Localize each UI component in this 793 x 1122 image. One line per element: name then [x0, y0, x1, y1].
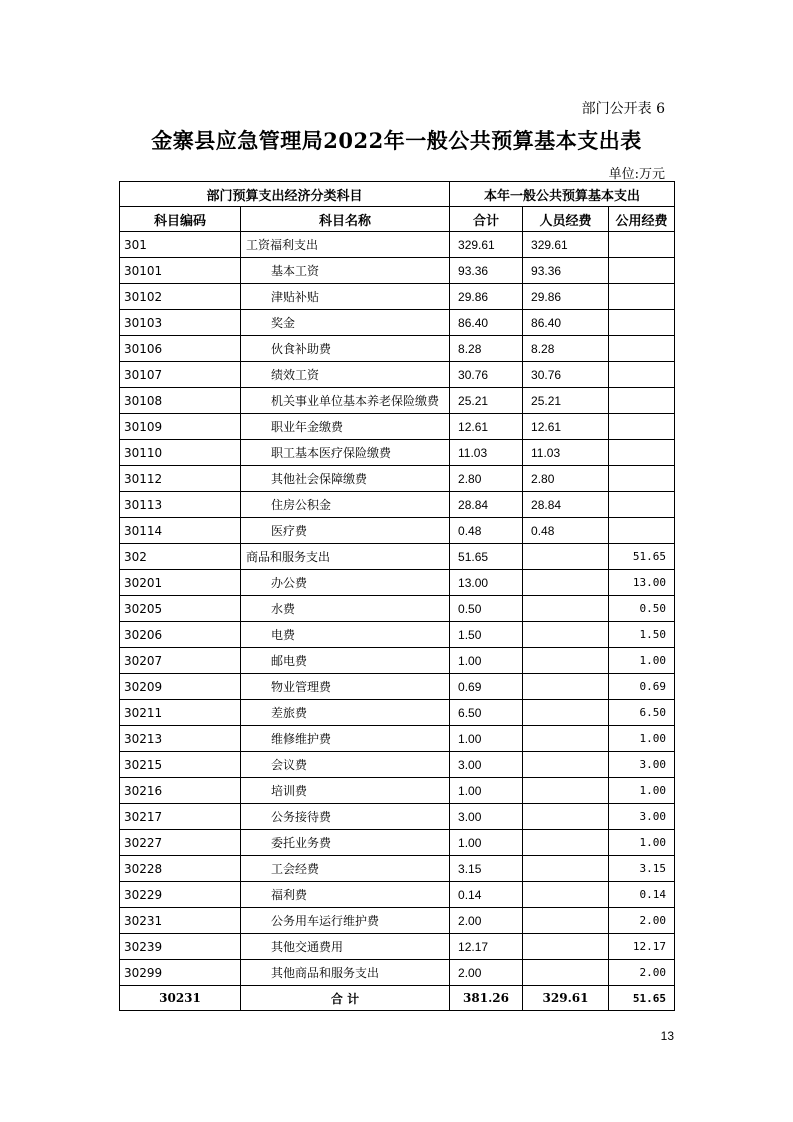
doc-label: 部门公开表 6: [581, 101, 665, 117]
row-public: 12.17: [609, 934, 675, 960]
row-personnel: 30.76: [523, 362, 609, 388]
row-code: 30108: [120, 388, 241, 414]
table-row: [120, 648, 675, 674]
row-total: 2.00: [450, 960, 523, 986]
header-personnel: 人员经费: [523, 207, 609, 232]
row-public: 1.50: [609, 622, 675, 648]
row-code: 30229: [120, 882, 241, 908]
row-name: 物业管理费: [241, 674, 450, 700]
row-personnel: 2.80: [523, 466, 609, 492]
row-name: 商品和服务支出: [241, 544, 450, 570]
row-name: 福利费: [241, 882, 450, 908]
row-total: 0.48: [450, 518, 523, 544]
unit-label: 单位:万元: [608, 167, 665, 182]
page-number: 13: [660, 1029, 674, 1043]
row-name: 办公费: [241, 570, 450, 596]
row-name: 差旅费: [241, 700, 450, 726]
row-code: 30101: [120, 258, 241, 284]
row-personnel: [523, 570, 609, 596]
row-total: 51.65: [450, 544, 523, 570]
row-name: 机关事业单位基本养老保险缴费: [241, 388, 450, 414]
total-public: 51.65: [609, 986, 675, 1011]
table-row: [120, 908, 675, 934]
row-code: 30227: [120, 830, 241, 856]
row-public: [609, 310, 675, 336]
row-total: 0.14: [450, 882, 523, 908]
row-personnel: 8.28: [523, 336, 609, 362]
row-total: 1.00: [450, 726, 523, 752]
row-code: 30112: [120, 466, 241, 492]
row-personnel: [523, 648, 609, 674]
total-total: 381.26: [450, 986, 523, 1011]
row-public: [609, 388, 675, 414]
row-name: 工资福利支出: [241, 232, 450, 258]
row-code: 30209: [120, 674, 241, 700]
table-row: [120, 596, 675, 622]
row-total: 2.00: [450, 908, 523, 934]
row-total: 1.50: [450, 622, 523, 648]
table-row: [120, 388, 675, 414]
row-code: 30106: [120, 336, 241, 362]
row-personnel: [523, 778, 609, 804]
row-personnel: 12.61: [523, 414, 609, 440]
row-public: 2.00: [609, 960, 675, 986]
table-row: [120, 258, 675, 284]
row-public: 6.50: [609, 700, 675, 726]
row-public: 0.69: [609, 674, 675, 700]
table-row: [120, 336, 675, 362]
row-total: 3.00: [450, 752, 523, 778]
row-personnel: [523, 700, 609, 726]
row-personnel: [523, 804, 609, 830]
row-code: 302: [120, 544, 241, 570]
table-row: [120, 570, 675, 596]
row-personnel: [523, 830, 609, 856]
table-row: [120, 310, 675, 336]
header-name: 科目名称: [241, 207, 450, 232]
row-personnel: [523, 674, 609, 700]
row-personnel: 329.61: [523, 232, 609, 258]
row-personnel: [523, 908, 609, 934]
row-personnel: [523, 726, 609, 752]
page-title: 金寨县应急管理局2022年一般公共预算基本支出表: [151, 128, 642, 153]
row-code: 301: [120, 232, 241, 258]
row-name: 水费: [241, 596, 450, 622]
table-body: [120, 232, 675, 986]
row-name: 其他交通费用: [241, 934, 450, 960]
row-total: 0.69: [450, 674, 523, 700]
header-row: [120, 207, 675, 232]
row-name: 会议费: [241, 752, 450, 778]
row-total: 12.17: [450, 934, 523, 960]
table-row: [120, 362, 675, 388]
row-total: 1.00: [450, 648, 523, 674]
row-total: 2.80: [450, 466, 523, 492]
row-total: 11.03: [450, 440, 523, 466]
row-code: 30107: [120, 362, 241, 388]
table-row: [120, 752, 675, 778]
row-total: 8.28: [450, 336, 523, 362]
row-personnel: 29.86: [523, 284, 609, 310]
row-public: 1.00: [609, 830, 675, 856]
row-personnel: 86.40: [523, 310, 609, 336]
row-public: 51.65: [609, 544, 675, 570]
row-name: 奖金: [241, 310, 450, 336]
row-code: 30110: [120, 440, 241, 466]
row-name: 其他社会保障缴费: [241, 466, 450, 492]
row-personnel: [523, 960, 609, 986]
row-personnel: 25.21: [523, 388, 609, 414]
row-code: 30239: [120, 934, 241, 960]
row-personnel: [523, 544, 609, 570]
row-total: 28.84: [450, 492, 523, 518]
row-personnel: [523, 596, 609, 622]
table-row: [120, 674, 675, 700]
header-public: 公用经费: [609, 207, 675, 232]
row-code: 30228: [120, 856, 241, 882]
row-total: 29.86: [450, 284, 523, 310]
row-name: 电费: [241, 622, 450, 648]
row-public: 3.15: [609, 856, 675, 882]
row-personnel: [523, 934, 609, 960]
row-public: 2.00: [609, 908, 675, 934]
header-total: 合计: [450, 207, 523, 232]
row-name: 其他商品和服务支出: [241, 960, 450, 986]
row-name: 工会经费: [241, 856, 450, 882]
table-row: [120, 778, 675, 804]
row-code: 30216: [120, 778, 241, 804]
row-personnel: 28.84: [523, 492, 609, 518]
table-row: [120, 700, 675, 726]
row-total: 13.00: [450, 570, 523, 596]
row-total: 3.00: [450, 804, 523, 830]
row-personnel: [523, 622, 609, 648]
total-code: 30231: [120, 986, 241, 1011]
row-code: 30206: [120, 622, 241, 648]
row-code: 30109: [120, 414, 241, 440]
table-row: [120, 544, 675, 570]
row-name: 基本工资: [241, 258, 450, 284]
row-public: 1.00: [609, 648, 675, 674]
header-code: 科目编码: [120, 207, 241, 232]
row-total: 30.76: [450, 362, 523, 388]
row-total: 3.15: [450, 856, 523, 882]
row-code: 30102: [120, 284, 241, 310]
total-personnel: 329.61: [523, 986, 609, 1011]
row-public: 1.00: [609, 726, 675, 752]
row-personnel: [523, 752, 609, 778]
row-personnel: [523, 882, 609, 908]
row-public: [609, 232, 675, 258]
table-row: [120, 622, 675, 648]
row-code: 30215: [120, 752, 241, 778]
budget-table: [119, 181, 675, 1011]
row-total: 1.00: [450, 830, 523, 856]
table-row: [120, 414, 675, 440]
table-row: [120, 466, 675, 492]
header-group-right: 本年一般公共预算基本支出: [450, 182, 675, 207]
table-row: [120, 726, 675, 752]
row-name: 医疗费: [241, 518, 450, 544]
row-name: 邮电费: [241, 648, 450, 674]
table-row: [120, 960, 675, 986]
table-row: [120, 518, 675, 544]
row-code: 30211: [120, 700, 241, 726]
header-group-left: 部门预算支出经济分类科目: [120, 182, 450, 207]
total-name: 合 计: [241, 986, 450, 1011]
row-code: 30217: [120, 804, 241, 830]
row-name: 津贴补贴: [241, 284, 450, 310]
row-total: 86.40: [450, 310, 523, 336]
row-public: [609, 466, 675, 492]
table-row: [120, 804, 675, 830]
row-code: 30103: [120, 310, 241, 336]
row-public: 3.00: [609, 804, 675, 830]
total-row: [120, 986, 675, 1011]
row-code: 30113: [120, 492, 241, 518]
row-code: 30299: [120, 960, 241, 986]
row-name: 公务接待费: [241, 804, 450, 830]
row-total: 1.00: [450, 778, 523, 804]
row-public: [609, 492, 675, 518]
row-public: [609, 336, 675, 362]
row-name: 绩效工资: [241, 362, 450, 388]
row-code: 30213: [120, 726, 241, 752]
row-name: 委托业务费: [241, 830, 450, 856]
row-public: [609, 414, 675, 440]
header-group-row: [120, 182, 675, 207]
row-public: 0.50: [609, 596, 675, 622]
row-total: 0.50: [450, 596, 523, 622]
row-total: 25.21: [450, 388, 523, 414]
row-total: 6.50: [450, 700, 523, 726]
row-personnel: 93.36: [523, 258, 609, 284]
row-public: 0.14: [609, 882, 675, 908]
row-personnel: 11.03: [523, 440, 609, 466]
table-row: [120, 882, 675, 908]
row-public: [609, 362, 675, 388]
table-row: [120, 284, 675, 310]
row-code: 30231: [120, 908, 241, 934]
row-name: 职工基本医疗保险缴费: [241, 440, 450, 466]
row-name: 公务用车运行维护费: [241, 908, 450, 934]
table-row: [120, 232, 675, 258]
row-total: 12.61: [450, 414, 523, 440]
row-public: 1.00: [609, 778, 675, 804]
table-row: [120, 830, 675, 856]
row-public: 13.00: [609, 570, 675, 596]
table-row: [120, 440, 675, 466]
table-row: [120, 934, 675, 960]
row-public: [609, 258, 675, 284]
row-code: 30201: [120, 570, 241, 596]
row-code: 30205: [120, 596, 241, 622]
row-name: 住房公积金: [241, 492, 450, 518]
row-code: 30207: [120, 648, 241, 674]
row-total: 329.61: [450, 232, 523, 258]
row-name: 职业年金缴费: [241, 414, 450, 440]
row-public: [609, 284, 675, 310]
row-total: 93.36: [450, 258, 523, 284]
row-name: 维修维护费: [241, 726, 450, 752]
row-public: [609, 440, 675, 466]
table-row: [120, 856, 675, 882]
row-name: 培训费: [241, 778, 450, 804]
row-public: [609, 518, 675, 544]
row-personnel: [523, 856, 609, 882]
row-code: 30114: [120, 518, 241, 544]
table-row: [120, 492, 675, 518]
row-name: 伙食补助费: [241, 336, 450, 362]
row-personnel: 0.48: [523, 518, 609, 544]
row-public: 3.00: [609, 752, 675, 778]
